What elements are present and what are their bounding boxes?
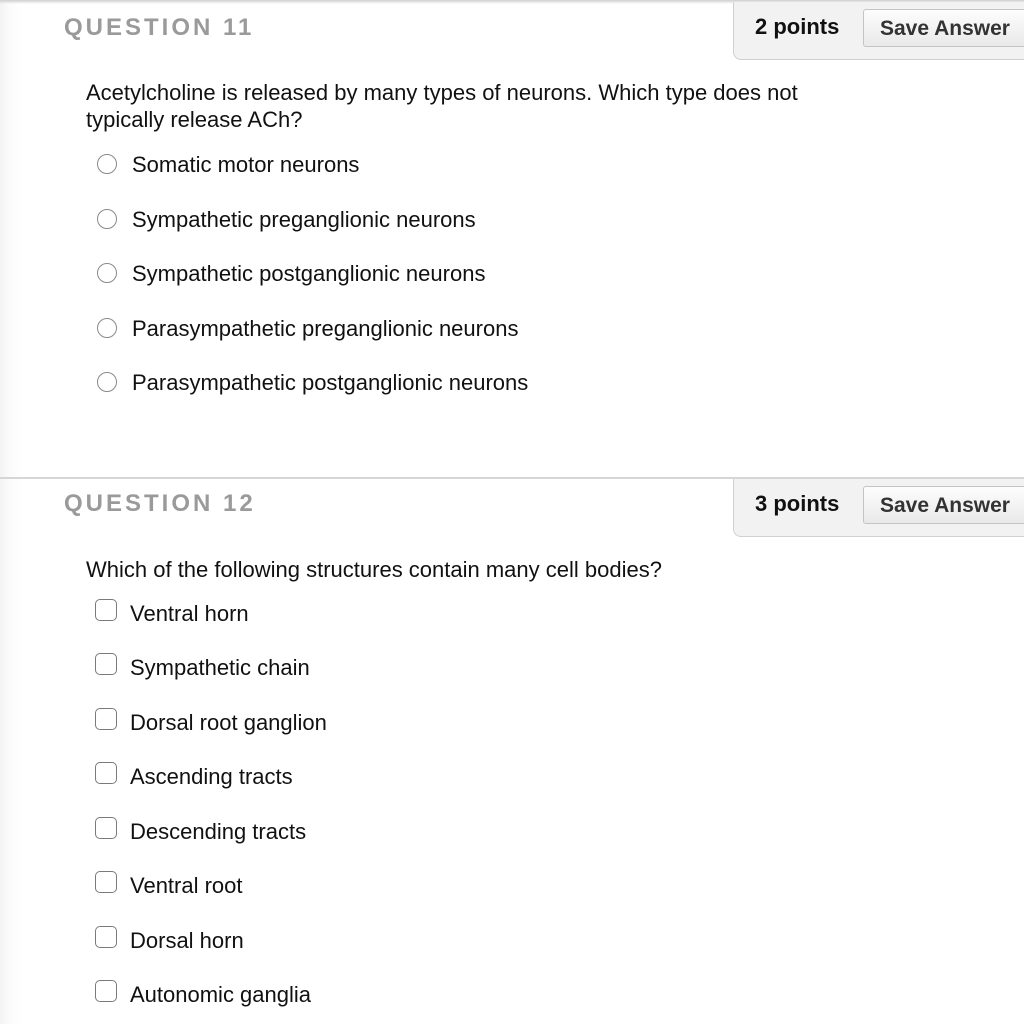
- answer-option[interactable]: [95, 817, 695, 847]
- points-label: 3 points: [755, 491, 840, 516]
- save-answer-button[interactable]: Save Answer: [863, 9, 1024, 47]
- answer-option[interactable]: [95, 708, 695, 738]
- radio-button[interactable]: [97, 209, 117, 229]
- answer-option[interactable]: [95, 926, 695, 956]
- answer-option[interactable]: [95, 762, 695, 792]
- option-label: Sympathetic postganglionic neurons: [132, 261, 486, 286]
- answer-option[interactable]: [95, 370, 695, 400]
- answer-option[interactable]: [95, 599, 695, 629]
- option-label: Ventral root: [130, 873, 243, 898]
- question-text: Which of the following structures contain many cell bodies?: [86, 557, 662, 582]
- answer-option[interactable]: [95, 316, 695, 346]
- radio-button[interactable]: [97, 318, 117, 338]
- answer-option[interactable]: [95, 152, 695, 182]
- option-label: Dorsal root ganglion: [130, 710, 327, 735]
- option-label: Sympathetic chain: [130, 655, 310, 680]
- option-label: Autonomic ganglia: [130, 982, 312, 1007]
- radio-button[interactable]: [97, 154, 117, 174]
- answer-option[interactable]: [95, 261, 695, 291]
- option-label: Ascending tracts: [130, 764, 293, 789]
- option-label: Parasympathetic postganglionic neurons: [132, 370, 529, 395]
- checkbox[interactable]: [95, 817, 117, 839]
- points-panel: [733, 479, 1024, 537]
- checkbox[interactable]: [95, 871, 117, 893]
- points-label: 2 points: [755, 14, 840, 39]
- checkbox[interactable]: [95, 599, 117, 621]
- radio-button[interactable]: [97, 263, 117, 283]
- question-header: QUESTION 11: [64, 14, 255, 41]
- option-label: Somatic motor neurons: [132, 152, 360, 177]
- option-label: Parasympathetic preganglionic neurons: [132, 316, 519, 341]
- checkbox[interactable]: [95, 762, 117, 784]
- save-answer-button[interactable]: Save Answer: [863, 486, 1024, 524]
- points-panel: [733, 2, 1024, 60]
- answer-option[interactable]: [95, 653, 695, 683]
- option-label: Descending tracts: [130, 819, 307, 844]
- checkbox[interactable]: [95, 708, 117, 730]
- option-label: Dorsal horn: [130, 928, 244, 953]
- option-label: Ventral horn: [130, 601, 249, 626]
- option-label: Sympathetic preganglionic neurons: [132, 207, 476, 232]
- question-header: QUESTION 12: [64, 490, 256, 517]
- answer-option[interactable]: [95, 980, 695, 1010]
- checkbox[interactable]: [95, 926, 117, 948]
- answer-option[interactable]: [95, 871, 695, 901]
- radio-button[interactable]: [97, 372, 117, 392]
- answer-option[interactable]: [95, 207, 695, 237]
- question-text: Acetylcholine is released by many types of neurons. Which type does not typically release ACh?: [86, 80, 798, 132]
- checkbox[interactable]: [95, 980, 117, 1002]
- checkbox[interactable]: [95, 653, 117, 675]
